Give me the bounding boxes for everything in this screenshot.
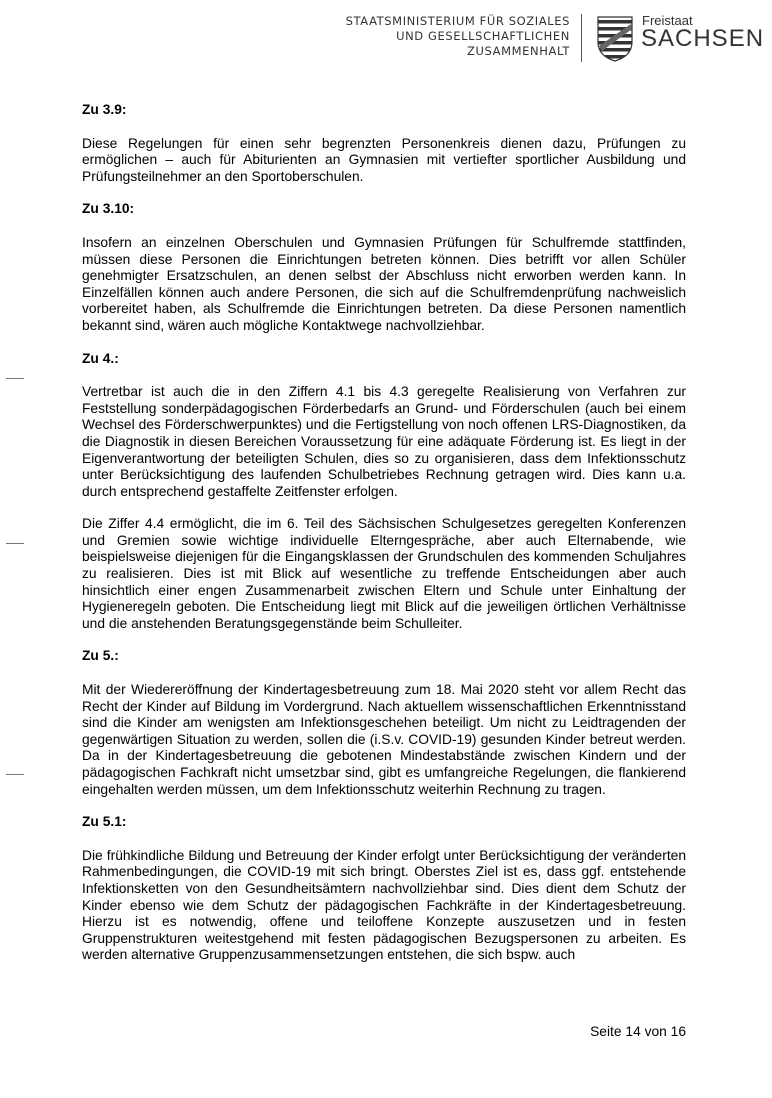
paragraph: Vertretbar ist auch die in den Ziffern 4.1 bis 4.3 geregelte Realisierung von Verfahren zur Feststellung sonderpädagogischen Förderbedarfs an Grund- und Förderschulen (auch bei einem Wechsel des Förderschwerpunktes) und die Fertigstellung von noch offenen LRS-Diagnostiken, da die Diagnostik in diesen Bereichen Voraussetzung für eine adäquate Förderung ist. Es liegt in der Eigenverantwortung der beteiligten Schulen, dies so zu organisieren, dass dem Infektionsschutz unter Berücksichtigung des laufenden Schulbetriebes Rechnung getragen wird. Dies kann u.a. durch entsprechend gestaffelte Zeitfenster erfolgen. xyxy=(82,384,686,499)
section-heading: Zu 5.: xyxy=(82,648,119,664)
margin-mark xyxy=(6,378,24,379)
section-heading: Zu 3.9: xyxy=(82,102,127,117)
section xyxy=(82,351,686,633)
ministry-line: ZUSAMMENHALT xyxy=(467,44,570,58)
paragraph: Mit der Wiedereröffnung der Kindertagesbetreuung zum 18. Mai 2020 steht vor allem Recht das Recht der Kinder auf Bildung im Vordergrund. Nach aktuellem wissenschaftlichen Erkenntnisstand sind die Kinder am wenigsten am Infektionsgeschehen beteiligt. Um nicht zu Leidtragenden der gegenwärtigen Situation zu werden, sollen die (i.S.v. COVID-19) gesunden Kinder betreut werden. Da in der Kindertagesbetreuung die gebotenen Mindestabstände zwischen Kindern und der pädagogischen Fachkraft nicht umsetzbar sind, gibt es umfangreiche Regelungen, die flankierend eingehalten werden müssen, um dem Infektionsschutz weiterhin Rechnung zu tragen. xyxy=(82,682,686,797)
section-heading: Zu 5.1: xyxy=(82,814,127,830)
section-heading: Zu 4.: xyxy=(82,350,119,366)
state-label-small: Freistaat xyxy=(642,13,693,28)
margin-mark xyxy=(6,543,24,544)
section xyxy=(82,648,686,798)
paragraph: Insofern an einzelnen Oberschulen und Gymnasien Prüfungen für Schulfremde stattfinden, müssen diese Personen die Einrichtungen betreten können. Dies betrifft vor allen Schüler genehmigter Ersatzschulen, an denen selbst der Abschluss nicht erworben werden kann. In Einzelfällen können auch andere Personen, die sich auf die Schulfremdenprüfung nachweislich vorbereitet haben, als Schulfremde die Einrichtungen betreten. Da diese Personen namentlich bekannt sind, wären auch mögliche Kontaktwege nachvollziehbar. xyxy=(82,234,686,333)
paragraph: Die Ziffer 4.4 ermöglicht, die im 6. Teil des Sächsischen Schulgesetzes geregelten Konferenzen und Gremien sowie wichtige individuelle Elterngespräche, aber auch Elternabende, wie beispielsweise diejenigen für die Eingangsklassen der Grundschulen des kommenden Schuljahres zu realisieren. Dies ist mit Blick auf wesentliche zu treffende Entscheidungen aber auch hinsichtlich einer engen Zusammenarbeit zwischen Eltern und Schule unter Einhaltung der Hygieneregeln geboten. Die Entscheidung liegt mit Blick auf die jeweiligen örtlichen Verhältnisse und die anstehenden Beratungsgegenstände beim Schulleiter. xyxy=(82,516,686,631)
saxony-coat-of-arms-icon xyxy=(597,16,633,62)
document-body xyxy=(82,102,686,980)
ministry-line: STAATSMINISTERIUM FÜR SOZIALES xyxy=(345,14,570,28)
paragraph: Die frühkindliche Bildung und Betreuung der Kinder erfolgt unter Berücksichtigung der veränderten Rahmenbedingungen, die COVID-19 mit sich bringt. Oberstes Ziel ist es, dass ggf. entstehende Infektionsketten von den Gesundheitsämtern nachvollziehbar sind. Dies dient dem Schutz der Kinder ebenso wie dem Schutz der pädagogischen Fachkräfte in der Kindertagesbetreuung. Hierzu ist es notwendig, offene und teiloffene Konzepte auszusetzen und in festen Gruppenstrukturen weitestgehend mit festen pädagogischen Bezugspersonen zu arbeiten. Es werden alternative Gruppenzusammensetzungen entstehen, die sich bspw. auch xyxy=(82,847,686,963)
header-divider xyxy=(581,14,582,62)
section xyxy=(82,201,686,334)
page-number: Seite 14 von 16 xyxy=(590,1024,686,1039)
paragraph: Diese Regelungen für einen sehr begrenzten Personenkreis dienen dazu, Prüfungen zu ermöglichen – auch für Abiturienten an Gymnasien mit vertiefter sportlicher Ausbildung und Prüfungsteilnehmer an den Sportoberschulen. xyxy=(82,135,686,184)
ministry-line: UND GESELLSCHAFTLICHEN xyxy=(396,29,570,43)
ministry-name xyxy=(270,14,570,59)
state-label-big: SACHSEN xyxy=(641,25,765,52)
section xyxy=(82,102,686,185)
section-heading: Zu 3.10: xyxy=(82,201,135,217)
margin-mark xyxy=(6,774,24,775)
section xyxy=(82,814,686,964)
